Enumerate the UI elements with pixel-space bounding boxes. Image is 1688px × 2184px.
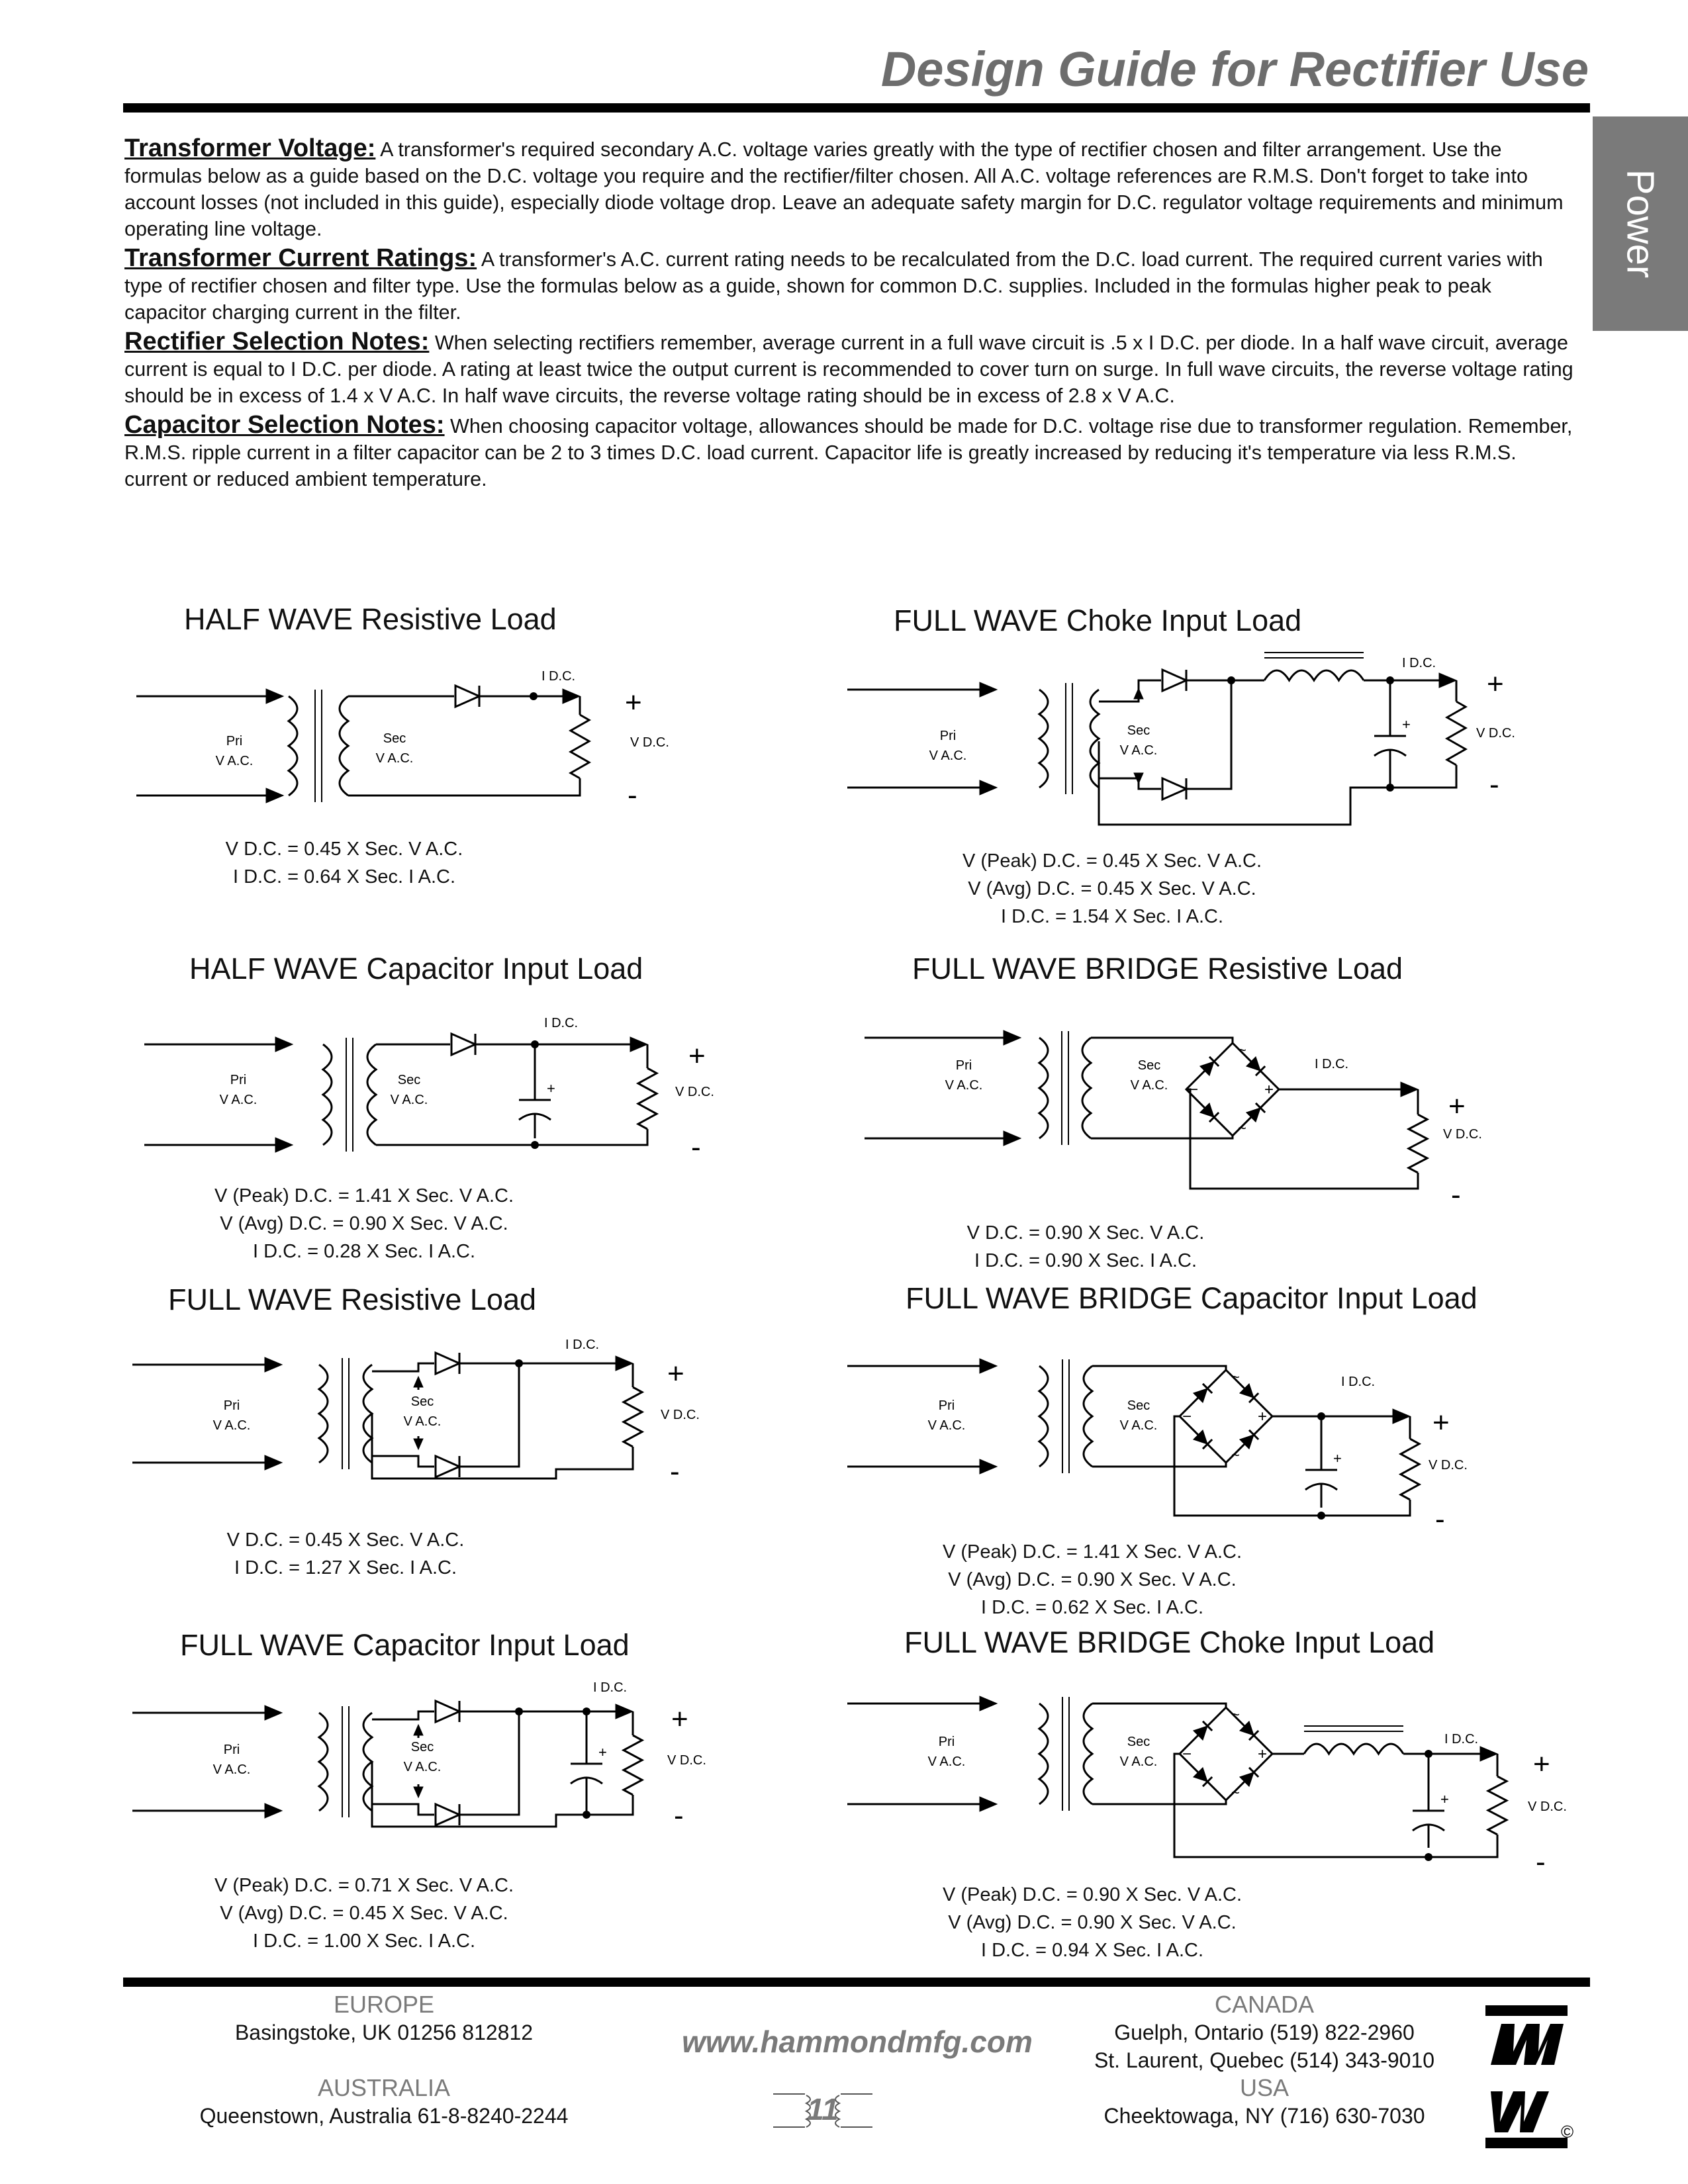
circuit-title-fwb-res: FULL WAVE BRIDGE Resistive Load	[912, 952, 1403, 985]
primary-arrow-bottom-head	[980, 1797, 997, 1811]
primary-arrow-top-head	[980, 682, 997, 697]
primary-voltage-label: V A.C.	[927, 1418, 966, 1433]
transformer-primary-coil	[319, 1365, 328, 1463]
primary-arrow-top-head	[265, 1357, 282, 1372]
formulas-fwb-choke	[894, 1881, 1291, 1964]
wire-g	[586, 1795, 633, 1815]
formula-line: V D.C. = 0.45 X Sec. V A.C.	[225, 839, 463, 860]
primary-arrow-top-head	[1004, 1030, 1021, 1045]
filter-capacitor-plate-bottom	[1413, 1824, 1444, 1848]
load-resistor	[624, 1387, 642, 1447]
footer-contact: Basingstoke, UK 01256 812812	[234, 2021, 534, 2044]
load-resistor	[1447, 702, 1466, 765]
formula-line: V (Avg) D.C. = 0.90 X Sec. V A.C.	[220, 1213, 508, 1234]
wire-d	[459, 1711, 519, 1815]
formulas-hw-cap	[165, 1182, 563, 1265]
output-voltage-label: V D.C.	[1528, 1799, 1567, 1814]
note-heading: Rectifier Selection Notes:	[124, 328, 430, 355]
ac-wires	[1092, 1366, 1226, 1467]
output-plus: +	[1432, 1406, 1450, 1439]
secondary-voltage-label: V A.C.	[390, 1093, 428, 1107]
load-current-arrow-head	[1393, 1409, 1410, 1424]
primary-voltage-label: V A.C.	[212, 1762, 251, 1777]
circuit-title-fw-cap: FULL WAVE Capacitor Input Load	[180, 1628, 630, 1662]
formula-line: V (Peak) D.C. = 0.90 X Sec. V A.C.	[942, 1884, 1243, 1905]
output-minus: -	[1435, 1503, 1445, 1535]
rectifier-diode-bottom-body	[436, 1456, 459, 1477]
primary-arrow-top-head	[275, 1037, 293, 1052]
note-text: A transformer's A.C. current rating needs to be recalculated from the D.C. load current. The required current varies with type of rectifier chosen and filter type. Use the formulas below as a guide, shown for common D.C. supplies. Included in the formulas higher peak to peak capacitor charging current in the filter.	[124, 248, 1543, 324]
filter-capacitor-plate-bottom	[1305, 1483, 1337, 1508]
bridge-rectifier-neg-label: −	[1189, 1081, 1199, 1099]
secondary-label: Sec	[1127, 1398, 1150, 1413]
primary-voltage-label: V A.C.	[927, 1754, 966, 1769]
output-voltage-label: V D.C.	[661, 1408, 700, 1422]
bridge-rectifier-pos-label: +	[1258, 1408, 1268, 1426]
filter-capacitor-polarity: +	[547, 1080, 555, 1097]
circuit-title-fw-choke: FULL WAVE Choke Input Load	[894, 604, 1302, 637]
output-plus: +	[671, 1703, 688, 1735]
load-resistor	[1401, 1439, 1419, 1500]
transformer-primary-coil	[1039, 1704, 1048, 1804]
load-resistor	[1409, 1115, 1427, 1173]
load-resistor	[638, 1068, 657, 1129]
bridge-rectifier-neg-label: −	[1182, 1408, 1192, 1426]
filter-choke-core	[1264, 653, 1364, 658]
page-title: Design Guide for Rectifier Use	[880, 42, 1589, 97]
footer-region: AUSTRALIA	[317, 2074, 451, 2101]
transformer-core	[1066, 683, 1072, 794]
transformer-primary-coil	[1039, 1038, 1048, 1138]
footer-contact: Cheektowaga, NY (716) 630-7030	[1103, 2104, 1425, 2128]
output-plus: +	[1533, 1748, 1550, 1780]
transformer-primary-coil	[1039, 1366, 1048, 1467]
note-heading: Transformer Current Ratings:	[124, 244, 477, 272]
load-current-arrow-head	[630, 1037, 647, 1052]
filter-choke-coil	[1264, 670, 1364, 680]
current-label: I D.C.	[1341, 1375, 1376, 1389]
bridge-rectifier-ac-top: ~	[1231, 1369, 1240, 1385]
polarity-arrow-down-head	[414, 1439, 423, 1449]
formulas-fwb-res	[914, 1219, 1258, 1275]
formulas-fw-cap	[165, 1872, 563, 1955]
note-text: When selecting rectifiers remember, average current in a full wave circuit is .5 x I D.C. per diode. In a half wave circuit, average current is equal to I D.C. per diode. A rating at least twice the output current is recommended to cover turn on surge. In full wave circuits, the reverse voltage rating should be in excess of 1.4 x V A.C. In half wave circuits, the reverse voltage rating should be in excess of 2.8 x V A.C.	[124, 332, 1573, 407]
primary-arrow-bottom-head	[1004, 1131, 1021, 1146]
page-number	[773, 2086, 872, 2132]
output-voltage-label: V D.C.	[1443, 1127, 1482, 1142]
filter-capacitor-plate-top	[1374, 708, 1406, 736]
schematic-bridge-capacitor	[847, 1350, 1509, 1542]
wire-a	[372, 1711, 434, 1719]
transformer-secondary-coil	[340, 696, 348, 796]
primary-label: Pri	[938, 1735, 955, 1749]
primary-label: Pri	[939, 729, 957, 743]
circuit-title-hw-cap: HALF WAVE Capacitor Input Load	[189, 952, 643, 985]
section-tab-label: Power	[1618, 169, 1662, 279]
footer-region: USA	[1239, 2074, 1289, 2101]
output-minus: -	[670, 1455, 680, 1488]
primary-label: Pri	[938, 1398, 955, 1413]
bridge-rectifier-pos-label: +	[1264, 1081, 1274, 1099]
formula-line: V (Peak) D.C. = 0.45 X Sec. V A.C.	[962, 850, 1262, 872]
formula-line: V (Peak) D.C. = 1.41 X Sec. V A.C.	[942, 1541, 1243, 1563]
transformer-primary-coil	[323, 1044, 332, 1145]
output-plus: +	[625, 686, 642, 719]
copyright-mark: ©	[1561, 2122, 1574, 2142]
formulas-fwb-cap	[894, 1538, 1291, 1621]
secondary-voltage-label: V A.C.	[1119, 1754, 1158, 1769]
circuit-title-fwb-cap: FULL WAVE BRIDGE Capacitor Input Load	[906, 1281, 1477, 1315]
schematic-full-wave-resistive	[132, 1330, 728, 1502]
filter-choke-coil	[1304, 1744, 1403, 1754]
primary-label: Pri	[223, 1398, 240, 1413]
output-minus: -	[1451, 1179, 1461, 1211]
formula-line: V (Peak) D.C. = 0.71 X Sec. V A.C.	[214, 1875, 514, 1896]
rectifier-diode-bottom-body	[1162, 778, 1186, 799]
return-wire	[376, 1129, 647, 1145]
note-transformer-voltage	[124, 135, 1574, 242]
primary-label: Pri	[223, 1743, 240, 1757]
secondary-label: Sec	[1127, 723, 1150, 738]
return-wire	[348, 778, 580, 796]
schematic-full-wave-choke	[847, 649, 1536, 841]
schematic-bridge-choke	[847, 1685, 1602, 1877]
output-minus: -	[628, 779, 637, 811]
wire-h	[1390, 765, 1456, 788]
filter-capacitor-plate-bottom	[1374, 749, 1406, 774]
transformer-core	[342, 1706, 349, 1817]
filter-capacitor-plate-top	[1305, 1443, 1337, 1470]
secondary-voltage-label: V A.C.	[403, 1760, 442, 1774]
secondary-label: Sec	[410, 1740, 434, 1754]
primary-arrow-bottom-head	[265, 1803, 282, 1818]
circuit-title-fwb-choke: FULL WAVE BRIDGE Choke Input Load	[904, 1625, 1435, 1659]
primary-label: Pri	[230, 1073, 247, 1087]
load-resistor	[624, 1735, 642, 1795]
current-label: I D.C.	[1315, 1057, 1349, 1071]
formula-line: I D.C. = 0.94 X Sec. I A.C.	[980, 1940, 1204, 1961]
formula-line: V D.C. = 0.45 X Sec. V A.C.	[226, 1529, 465, 1551]
bridge-rectifier-ac-bottom: ~	[1231, 1447, 1240, 1463]
formula-line: I D.C. = 0.64 X Sec. I A.C.	[232, 866, 456, 887]
schematic-half-wave-capacitor	[144, 1013, 727, 1171]
primary-voltage-label: V A.C.	[215, 754, 254, 768]
footer-canada	[1059, 1991, 1470, 2074]
filter-capacitor-polarity: +	[1440, 1791, 1449, 1807]
formula-line: V (Avg) D.C. = 0.90 X Sec. V A.C.	[948, 1569, 1237, 1590]
output-voltage-label: V D.C.	[630, 735, 669, 750]
formula-line: I D.C. = 1.00 X Sec. I A.C.	[252, 1931, 476, 1952]
footer-usa	[1059, 2074, 1470, 2130]
transformer-primary-coil	[289, 696, 297, 796]
current-label: I D.C.	[541, 669, 576, 684]
filter-capacitor-plate-top	[519, 1072, 551, 1100]
logo-mark	[1485, 2005, 1585, 2177]
ac-wires	[1092, 1704, 1226, 1804]
output-plus: +	[688, 1040, 706, 1072]
company-logo	[1485, 2005, 1585, 2177]
secondary-voltage-label: V A.C.	[375, 751, 414, 766]
bridge-rectifier-ac-bottom: ~	[1231, 1784, 1240, 1801]
primary-voltage-label: V A.C.	[219, 1093, 258, 1107]
note-heading: Transformer Voltage:	[124, 134, 376, 162]
website-link[interactable]: www.hammondmfg.com	[682, 2025, 1033, 2059]
primary-arrow-bottom-head	[265, 1455, 282, 1470]
footer-region: CANADA	[1214, 1991, 1315, 2018]
rectifier-diode-bottom-body	[436, 1804, 459, 1825]
current-label: I D.C.	[544, 1016, 579, 1030]
footer-rule	[123, 1978, 1590, 1987]
transformer-secondary-coil	[1082, 1038, 1091, 1138]
rectifier-diode-body	[455, 686, 479, 707]
load-current-arrow-head	[1439, 673, 1456, 688]
current-label: I D.C.	[565, 1338, 600, 1352]
footer-contact: Queenstown, Australia 61-8-8240-2244	[199, 2104, 569, 2128]
secondary-label: Sec	[1127, 1735, 1150, 1749]
transformer-core	[1062, 1359, 1069, 1473]
load-resistor	[571, 715, 589, 778]
primary-arrow-top-head	[980, 1359, 997, 1373]
transformer-primary-coil	[1039, 690, 1048, 788]
output-voltage-label: V D.C.	[1429, 1458, 1468, 1473]
current-label: I D.C.	[593, 1680, 628, 1695]
primary-label: Pri	[226, 734, 243, 749]
primary-arrow-top-head	[265, 1706, 282, 1720]
circuit-title-fw-res: FULL WAVE Resistive Load	[168, 1283, 537, 1316]
note-heading: Capacitor Selection Notes:	[124, 411, 445, 439]
rectifier-diode-top-body	[436, 1701, 459, 1722]
transformer-core	[342, 1358, 349, 1469]
note-text: When choosing capacitor voltage, allowances should be made for D.C. voltage rise due to transformer regulation. Remember, R.M.S. ripple current in a filter capacitor can be 2 to 3 times D.C. load current. Capacitor life is greatly increased by reducing it's temperature via less R.M.S. current or reduced ambient temperature.	[124, 415, 1573, 490]
wire-d	[1186, 680, 1231, 789]
load-current-arrow-head	[1480, 1747, 1497, 1761]
output-plus: +	[1487, 668, 1504, 700]
load-current-arrow-head	[563, 689, 580, 704]
formula-line: V D.C. = 0.90 X Sec. V A.C.	[966, 1222, 1205, 1244]
formula-line: I D.C. = 0.62 X Sec. I A.C.	[980, 1597, 1204, 1618]
note-capacitor-selection	[124, 412, 1574, 492]
secondary-voltage-label: V A.C.	[1119, 1418, 1158, 1433]
formula-line: V (Avg) D.C. = 0.45 X Sec. V A.C.	[968, 878, 1256, 899]
filter-capacitor-plate-bottom	[571, 1777, 602, 1803]
output-voltage-label: V D.C.	[667, 1753, 706, 1768]
circuit-title-hw-res: HALF WAVE Resistive Load	[184, 602, 557, 636]
footer-australia	[179, 2074, 589, 2130]
junction-dot	[531, 1141, 539, 1149]
secondary-label: Sec	[397, 1073, 421, 1087]
filter-capacitor-plate-top	[1413, 1784, 1444, 1811]
junction-dot	[530, 692, 538, 700]
output-plus: +	[1448, 1090, 1466, 1122]
primary-arrow-top-head	[266, 689, 283, 704]
filter-choke-core	[1304, 1726, 1403, 1731]
footer-europe	[179, 1991, 589, 2046]
formulas-fw-res	[173, 1526, 518, 1582]
secondary-voltage-label: V A.C.	[1130, 1078, 1168, 1093]
formula-line: V (Peak) D.C. = 1.41 X Sec. V A.C.	[214, 1185, 514, 1206]
wire-c	[1099, 778, 1161, 789]
current-label: I D.C.	[1444, 1732, 1479, 1747]
filter-capacitor-polarity: +	[1333, 1450, 1342, 1467]
load-current-arrow-head	[616, 1356, 633, 1371]
primary-arrow-bottom-head	[980, 780, 997, 795]
filter-capacitor-plate-top	[571, 1735, 602, 1764]
primary-label: Pri	[955, 1058, 972, 1073]
formulas-hw-res	[172, 835, 516, 891]
transformer-core	[1062, 1697, 1069, 1811]
load-current-arrow-head	[616, 1704, 633, 1719]
wire-d	[459, 1363, 519, 1467]
polarity-arrow-up-head	[414, 1725, 423, 1735]
secondary-label: Sec	[410, 1394, 434, 1409]
transformer-core	[315, 690, 322, 802]
primary-voltage-label: V A.C.	[212, 1418, 251, 1433]
junction-dot	[1425, 1853, 1432, 1861]
transformer-primary-coil	[319, 1713, 328, 1811]
bridge-rectifier-neg-label: −	[1182, 1745, 1192, 1763]
bridge-rectifier-ac-top: ~	[1231, 1706, 1240, 1723]
junction-dot	[1317, 1512, 1325, 1520]
transformer-secondary-coil	[1084, 1704, 1092, 1804]
design-notes	[124, 135, 1574, 495]
rectifier-diode-body	[451, 1034, 475, 1055]
formula-line: I D.C. = 1.27 X Sec. I A.C.	[234, 1557, 457, 1578]
rectifier-diode-top-body	[436, 1353, 459, 1374]
note-text: A transformer's required secondary A.C. voltage varies greatly with the type of rectifier chosen and filter arrangement. Use the formulas below as a guide based on the D.C. voltage you require and the rectifier/filter chosen. All A.C. voltage references are R.M.S. Don't forget to take into account losses (not included in this guide), especially diode voltage drop. Leave an adequate safety margin for D.C. regulator voltage requirements and minimum operating line voltage.	[124, 138, 1564, 240]
footer-contact: St. Laurent, Quebec (514) 343-9010	[1094, 2048, 1435, 2072]
formula-line: I D.C. = 0.90 X Sec. I A.C.	[974, 1250, 1197, 1271]
load-resistor	[1488, 1776, 1507, 1835]
schematic-half-wave-resistive	[130, 662, 669, 821]
footer-region: EUROPE	[333, 1991, 435, 2018]
primary-voltage-label: V A.C.	[929, 749, 967, 763]
output-minus: -	[1489, 768, 1499, 801]
output-plus: +	[667, 1357, 684, 1390]
section-tab[interactable]	[1593, 116, 1688, 331]
bridge-rectifier-ac-bottom: ~	[1238, 1120, 1246, 1136]
formula-line: V (Avg) D.C. = 0.45 X Sec. V A.C.	[220, 1903, 508, 1924]
formula-line: V (Avg) D.C. = 0.90 X Sec. V A.C.	[948, 1912, 1237, 1933]
wire-c	[372, 1456, 434, 1467]
note-rectifier-selection	[124, 328, 1574, 409]
output-minus: -	[674, 1799, 684, 1832]
primary-voltage-label: V A.C.	[945, 1078, 983, 1093]
wire-a	[1099, 680, 1161, 702]
secondary-voltage-label: V A.C.	[403, 1414, 442, 1429]
note-transformer-current	[124, 245, 1574, 326]
primary-arrow-bottom-head	[266, 788, 283, 803]
wire-a	[372, 1363, 434, 1371]
primary-arrow-bottom-head	[980, 1459, 997, 1474]
output-voltage-label: V D.C.	[1476, 726, 1515, 741]
formula-line: I D.C. = 1.54 X Sec. I A.C.	[1000, 906, 1224, 927]
load-current-arrow-head	[1401, 1082, 1418, 1097]
page-number-text: 11	[807, 2092, 839, 2126]
secondary-voltage-label: V A.C.	[1119, 743, 1158, 758]
filter-capacitor-polarity: +	[598, 1744, 607, 1760]
filter-capacitor-plate-bottom	[519, 1113, 551, 1138]
transformer-core	[1062, 1031, 1068, 1145]
footer-contact: Guelph, Ontario (519) 822-2960	[1114, 2021, 1415, 2044]
bridge-rectifier-ac-top: ~	[1238, 1042, 1246, 1058]
output-minus: -	[691, 1131, 701, 1163]
transformer-secondary-coil	[367, 1044, 376, 1145]
transformer-core	[346, 1038, 353, 1152]
transformer-secondary-coil	[363, 1713, 372, 1811]
filter-capacitor-polarity: +	[1402, 716, 1411, 733]
transformer-secondary-coil	[363, 1365, 372, 1463]
polarity-arrow-down-head	[414, 1787, 423, 1797]
bridge-rectifier-pos-label: +	[1258, 1745, 1268, 1763]
schematic-full-wave-capacitor	[132, 1678, 728, 1850]
transformer-secondary-coil	[1090, 690, 1099, 788]
primary-arrow-bottom-head	[275, 1138, 293, 1152]
wire-c	[372, 1804, 434, 1815]
output-minus: -	[1536, 1846, 1546, 1878]
formula-line: I D.C. = 0.28 X Sec. I A.C.	[252, 1241, 476, 1262]
transformer-secondary-coil	[1084, 1366, 1092, 1467]
output-voltage-label: V D.C.	[675, 1085, 714, 1099]
polarity-arrow-up-head	[1134, 688, 1143, 699]
rectifier-diode-top-body	[1162, 670, 1186, 691]
formulas-fw-choke	[914, 847, 1311, 931]
current-label: I D.C.	[1402, 656, 1436, 670]
header-rule	[123, 103, 1590, 113]
secondary-label: Sec	[1137, 1058, 1161, 1073]
primary-arrow-top-head	[980, 1696, 997, 1711]
polarity-arrow-up-head	[414, 1377, 423, 1387]
secondary-label: Sec	[383, 731, 406, 746]
schematic-bridge-resistive	[865, 1015, 1526, 1214]
